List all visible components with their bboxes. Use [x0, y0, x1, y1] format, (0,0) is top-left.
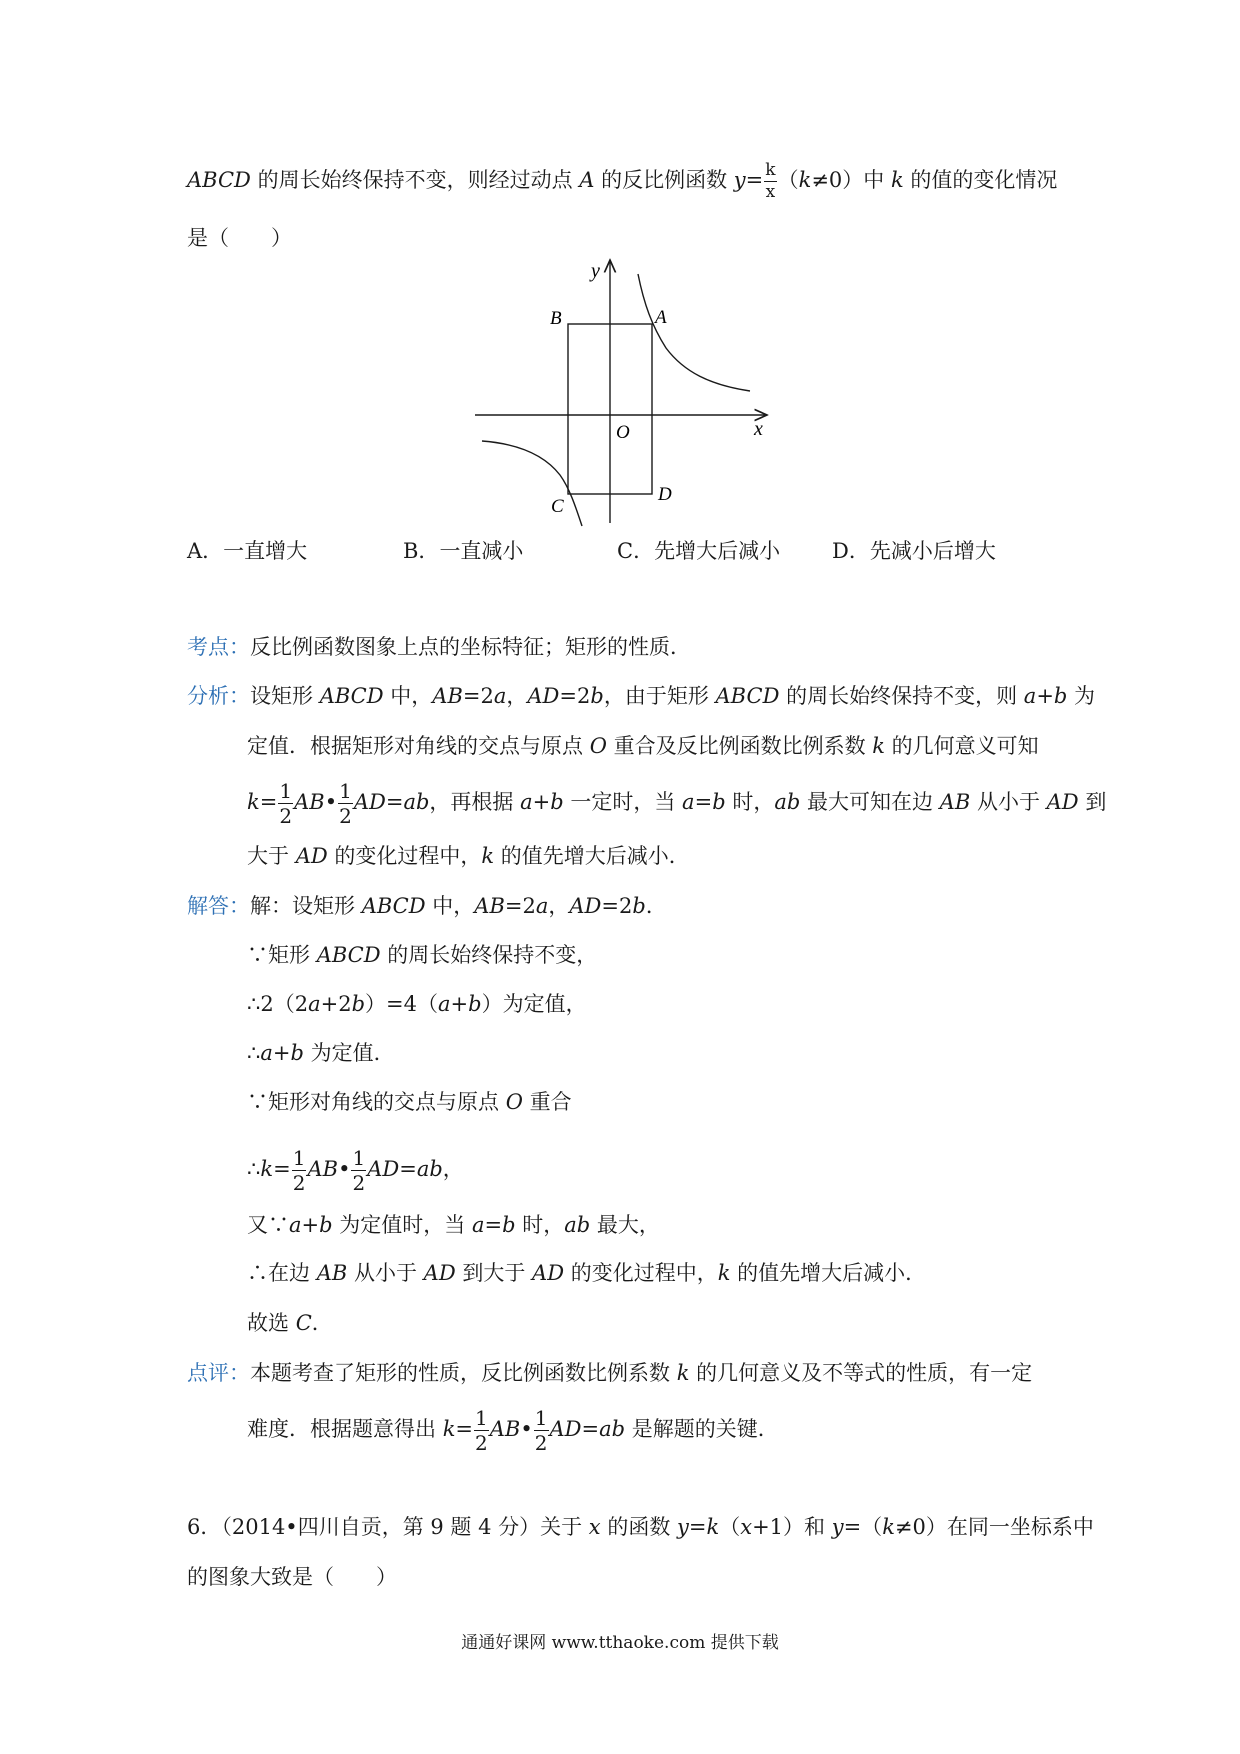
- fenxi-line1: 分析：设矩形 ABCD 中，AB=2a，AD=2b，由于矩形 ABCD 的周长始终保持不变，则 a+b 为: [187, 684, 1096, 708]
- page-footer: 通通好课网 www.tthaoke.com 提供下载: [461, 1633, 779, 1653]
- jieda-line7: 又∵a+b 为定值时，当 a=b 时，ab 最大，: [247, 1213, 660, 1237]
- jieda-line5: ∵矩形对角线的交点与原点 O 重合: [247, 1090, 572, 1114]
- option-b[interactable]: B．一直减小: [403, 539, 524, 563]
- dianping-label: 点评：: [187, 1361, 250, 1385]
- problem6-line1: 6．（2014•四川自贡，第 9 题 4 分）关于 x 的函数 y=k（x+1）和 y=（k≠0）在同一坐标系中: [187, 1515, 1094, 1539]
- label-c: C: [551, 496, 564, 517]
- problem6-line2: 的图象大致是（ ）: [187, 1565, 397, 1589]
- label-o: O: [616, 422, 630, 443]
- fraction-one-half: $\frac{1}{2}$: [339, 779, 352, 828]
- fraction-k-over-x: $\frac{k}{x}$: [765, 160, 776, 202]
- kaodian-line: 考点：反比例函数图象上点的坐标特征；矩形的性质．: [187, 635, 691, 659]
- jieda-line4: ∴a+b 为定值．: [247, 1041, 395, 1065]
- fraction-one-half: $\frac{1}{2}$: [352, 1146, 366, 1195]
- option-a[interactable]: A．一直增大: [187, 539, 308, 563]
- dianping-line1: 点评：本题考查了矩形的性质，反比例函数比例系数 k 的几何意义及不等式的性质，有一定: [187, 1361, 1033, 1385]
- jieda-label: 解答：: [187, 894, 250, 918]
- option-d[interactable]: D．先减小后增大: [832, 539, 996, 563]
- problem5-line2: 是（ ）: [187, 226, 292, 250]
- jieda-line1: 解答：解：设矩形 ABCD 中，AB=2a，AD=2b．: [187, 894, 667, 918]
- jieda-line8: ∴在边 AB 从小于 AD 到大于 AD 的变化过程中，k 的值先增大后减小．: [247, 1261, 927, 1285]
- label-b: B: [550, 308, 562, 329]
- fenxi-line4: 大于 AD 的变化过程中，k 的值先增大后减小．: [247, 844, 690, 868]
- fenxi-line2: 定值．根据矩形对角线的交点与原点 O 重合及反比例函数比例系数 k 的几何意义可知: [247, 734, 1039, 758]
- label-x: x: [754, 418, 763, 440]
- fraction-one-half: $\frac{1}{2}$: [475, 1406, 488, 1455]
- fraction-one-half: $\frac{1}{2}$: [534, 1406, 548, 1455]
- label-a: A: [655, 307, 667, 328]
- fraction-one-half: $\frac{1}{2}$: [292, 1146, 306, 1195]
- fenxi-line3: k= $\frac{1}{2}$ AB• $\frac{1}{2}$ AD=ab，再根据 a+b 一定时，当 a=b 时，ab 最大可知在边 AB 从小于 AD 到: [247, 779, 1107, 828]
- problem5-line1: ABCD 的周长始终保持不变，则经过动点 A 的反比例函数 y= $\frac{k}{x}$ （k≠0）中 k 的值的变化情况: [187, 160, 1058, 202]
- fenxi-label: 分析：: [187, 684, 250, 708]
- fraction-one-half: $\frac{1}{2}$: [279, 779, 293, 828]
- label-y: y: [591, 260, 600, 282]
- jieda-line3: ∴2（2a+2b）=4（a+b）为定值，: [247, 992, 587, 1016]
- hyperbola-rectangle-figure: [470, 258, 770, 530]
- hyperbola-branch-third-quadrant: [482, 441, 582, 526]
- hyperbola-branch-first-quadrant: [638, 274, 750, 391]
- option-c[interactable]: C．先增大后减小: [617, 539, 781, 563]
- jieda-line6: ∴k= $\frac{1}{2}$ AB• $\frac{1}{2}$ AD=ab，: [247, 1146, 464, 1195]
- label-d: D: [658, 484, 672, 505]
- dianping-line2: 难度．根据题意得出 k= $\frac{1}{2}$ AB• $\frac{1}{2}$ AD=ab 是解题的关键．: [247, 1406, 779, 1455]
- jieda-line2: ∵矩形 ABCD 的周长始终保持不变，: [247, 943, 598, 967]
- jieda-line9: 故选 C．: [247, 1311, 333, 1335]
- kaodian-label: 考点：: [187, 635, 250, 659]
